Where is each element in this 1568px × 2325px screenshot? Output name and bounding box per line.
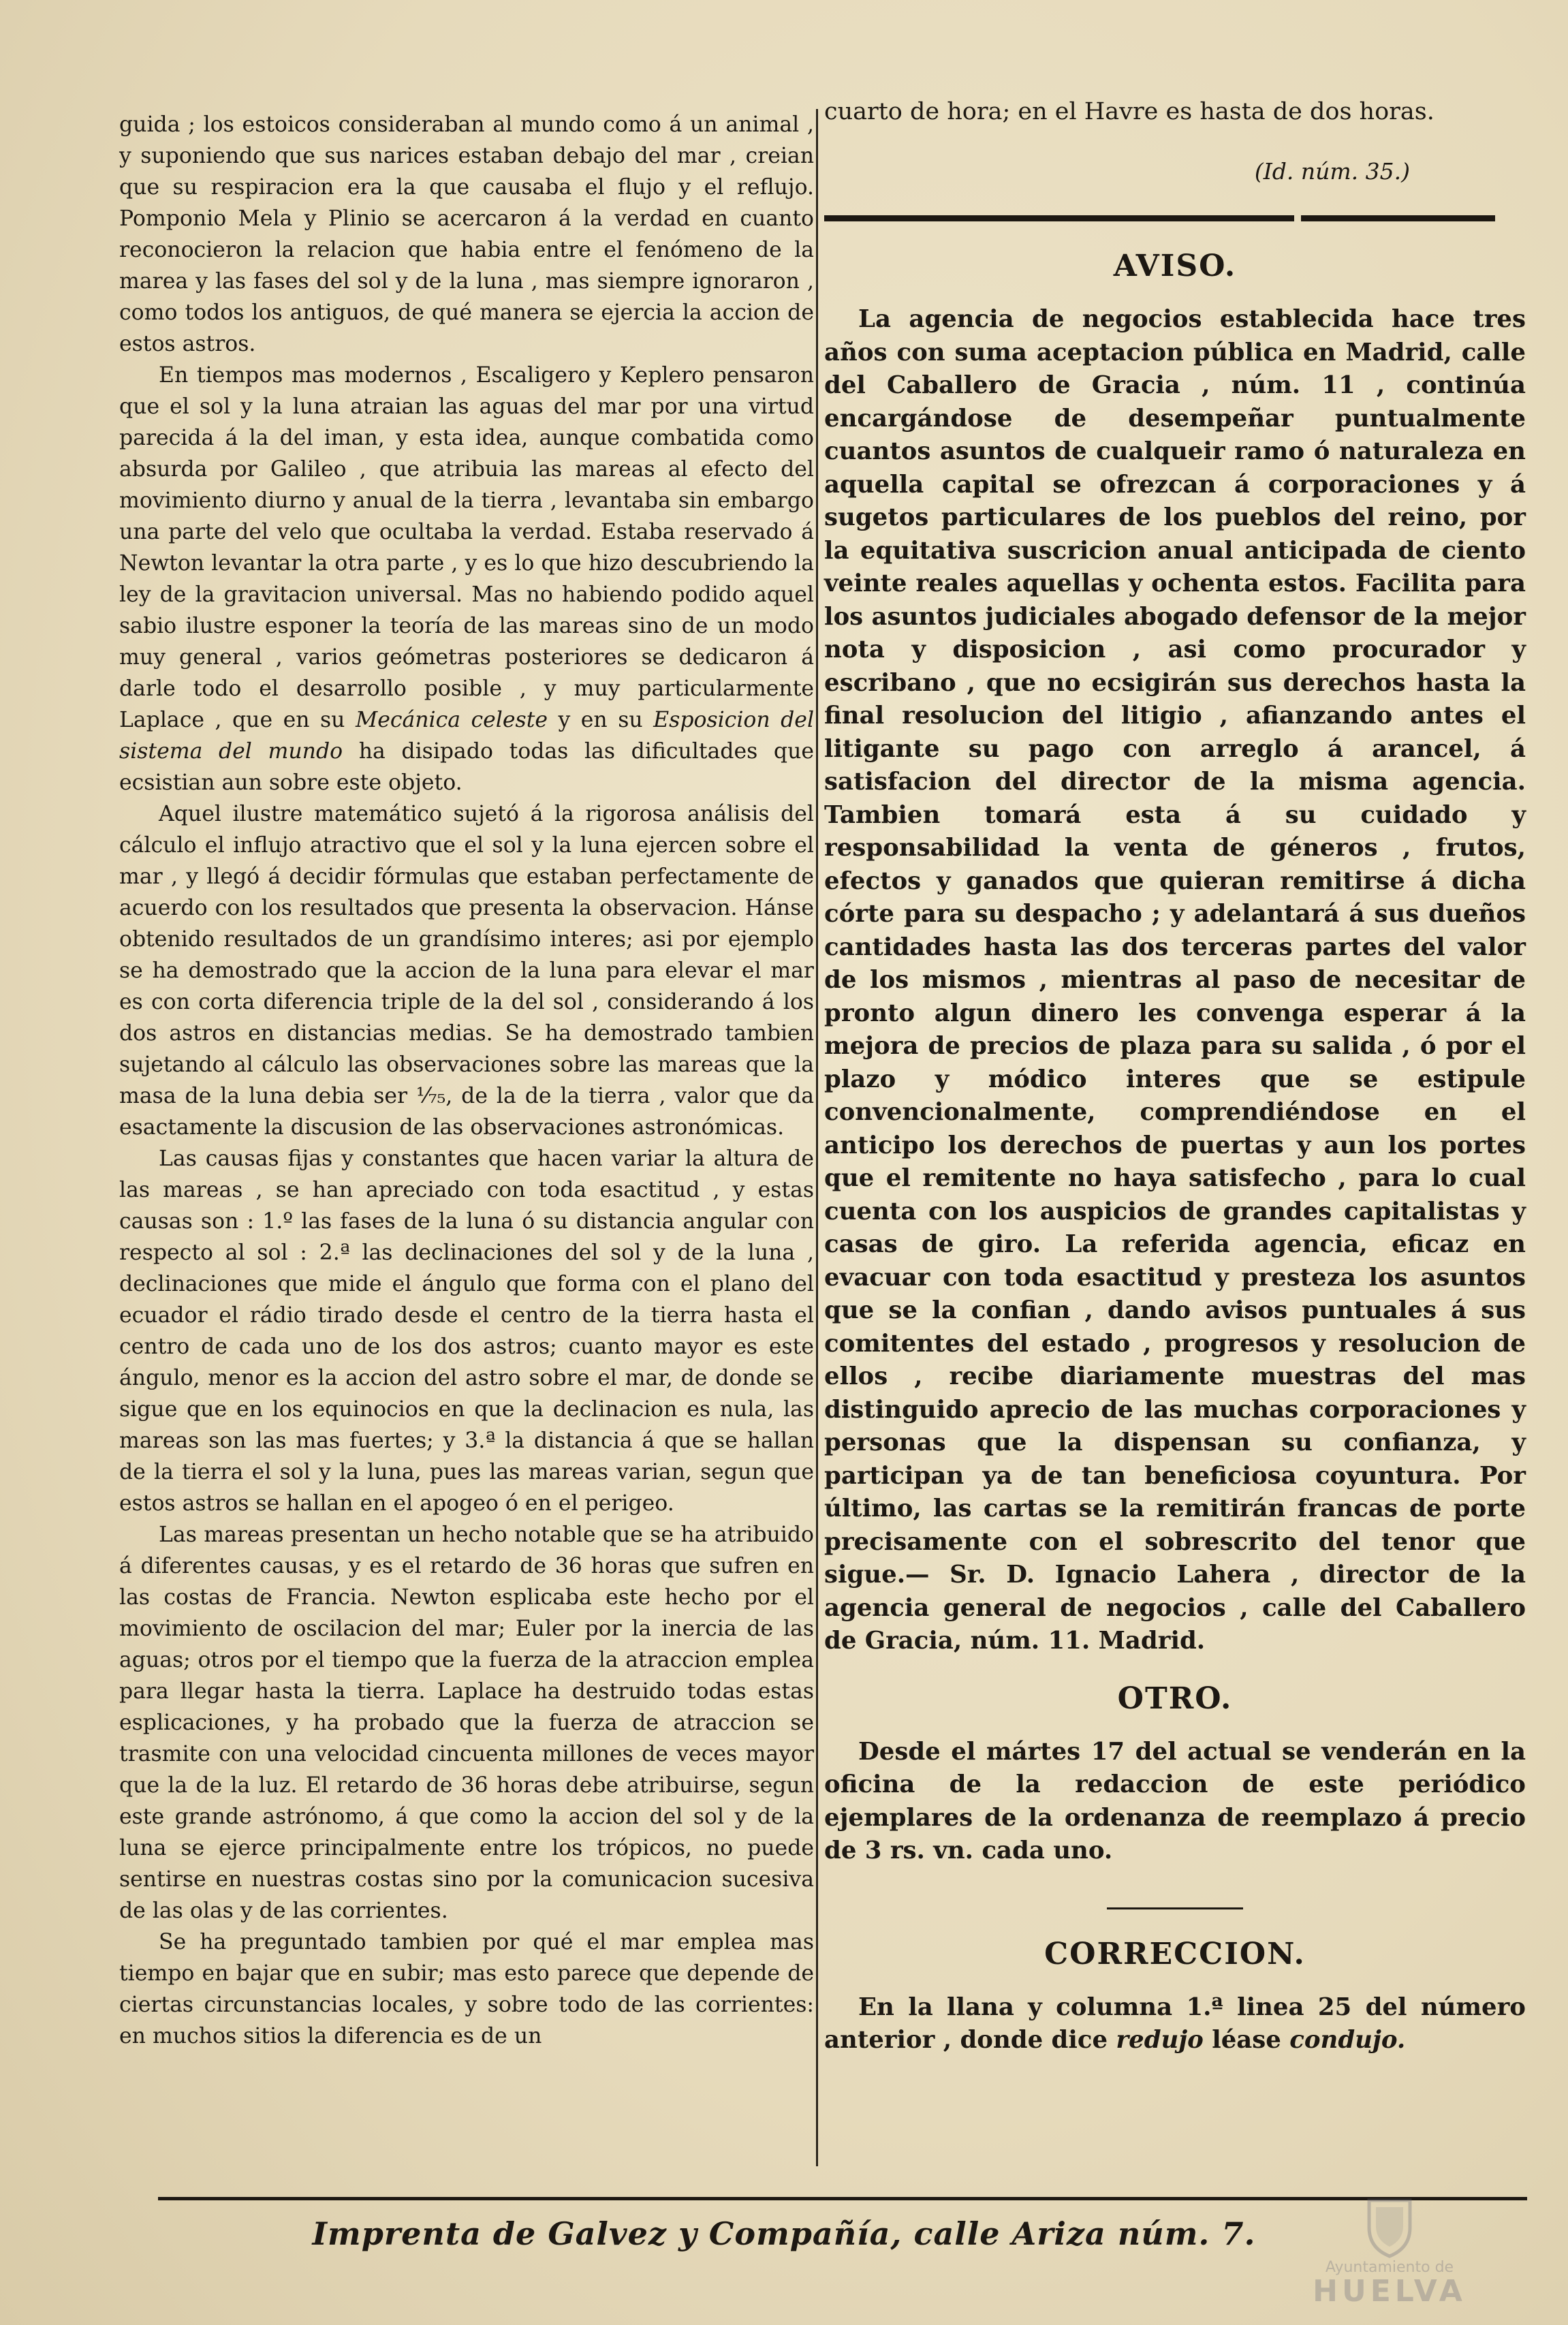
paragraph-1: guida ; los estoicos consideraban al mundo como á un animal , y suponiendo que sus narices estaban debajo del mar , creian que su respiracion era la que causaba el flujo y el reflujo. Pomponio Mela y Plinio se acercaron á la verdad en cuanto reconocieron la relacion que habia entre el fenómeno de la marea y las fases del sol y de la luna , mas siempre ignoraron , como todos los antiguos, de qué manera se ejercia la accion de estos astros. xyxy=(119,112,814,356)
column-divider xyxy=(816,109,818,2166)
correccion-text-a: En la llana y columna 1.ª linea 25 del número anterior , donde dice xyxy=(824,1993,1526,2054)
short-divider xyxy=(1107,1907,1243,1909)
moon-mass-fraction: ¹⁄₇₅ xyxy=(416,1084,446,1108)
archive-watermark xyxy=(1284,2194,1495,2309)
watermark-line-1: Ayuntamiento de xyxy=(1325,2259,1454,2276)
correccion-text-b: léase xyxy=(1212,2026,1281,2054)
aviso-body: La agencia de negocios establecida hace tres años con suma aceptacion pública en Madrid, calle del Caballero de Gracia , núm. 11 , continúa encargándose de desempeñar puntualmente cuantos asuntos de cualqueir ramo ó naturaleza en aquella capital se ofrezcan á corporaciones y á sugetos particulares de los pueblos del reino, por la equitativa suscricion anual anticipada de ciento veinte reales aquellas y ochenta estos. Facilita para los asuntos judiciales abogado defensor de la mejor nota y disposicion , asi como procurador y escribano , que no ecsigirán sus derechos hasta la final resolucion del litigio , afianzando antes el litigante su pago con arreglo á arancel, á satisfacion del director de la misma agencia. Tambien tomará esta á su cuidado y responsabilidad la venta de géneros , frutos, efectos y ganados que quieran remitirse á dicha córte para su despacho ; y adelantará á sus dueños cantidades hasta las dos terceras partes del valor de los mismos , mientras al paso de necesitar de pronto algun dinero les convenga esperar á la mejora de precios de plaza para su salida , ó por el plazo y módico interes que se estipule convencionalmente, comprendiéndose en el anticipo los derechos de puertas y aun los portes que el remitente no haya satisfecho , para lo cual cuenta con los auspicios de grandes capitalistas y casas de giro. La referida agencia, eficaz en evacuar con toda esactitud y presteza los asuntos que se la confian , dando avisos puntuales á sus comitentes del estado , progresos y resolucion de ellos , recibe diariamente muestras del mas distinguido aprecio de las muchas corporaciones y personas que la dispensan su confianza, y participan ya de tan beneficiosa coyuntura. Por último, las cartas se la remitirán francas de porte precisamente con el sobrescrito del tenor que sigue.— Sr. D. Ignacio Lahera , director de la agencia general de negocios , calle del Caballero de Gracia, núm. 11. Madrid. xyxy=(824,305,1526,1655)
right-column xyxy=(824,95,1526,2057)
paragraph-6: Se ha preguntado tambien por qué el mar emplea mas tiempo en bajar que en subir; mas esto parece que depende de ciertas circunstancias locales, y sobre todo de las corrientes: en muchos sitios la diferencia es de un xyxy=(119,1930,814,2048)
correccion-heading: CORRECCION. xyxy=(1044,1936,1306,1971)
title-mecanica-celeste: Mecánica celeste xyxy=(355,708,548,732)
correccion-word-condujo: condujo. xyxy=(1289,2026,1406,2054)
paragraph-5: Las mareas presentan un hecho notable que se ha atribuido á diferentes causas, y es el retardo de 36 horas que sufren en las costas de Francia. Newton esplicaba este hecho por el movimiento de oscilacion del mar; Euler por la inercia de las aguas; otros por el tiempo que la fuerza de la atraccion emplea para llegar hasta la tierra. Laplace ha destruido todas estas esplicaciones, y ha probado que la fuerza de atraccion se trasmite con una velocidad cincuenta millones de veces mayor que la de la luz. El retardo de 36 horas debe atribuirse, segun este grande astrónomo, á que como la accion del sol y de la luna se ejerce principalmente entre los trópicos, no puede sentirse en nuestras costas sino por la comunicacion sucesiva de las olas y de las corrientes. xyxy=(119,1523,814,1923)
paragraph-2-text-b: y en su xyxy=(558,708,643,732)
watermark-line-2: HUELVA xyxy=(1313,2274,1467,2309)
correccion-word-redujo: redujo xyxy=(1116,2026,1204,2054)
otro-body: Desde el mártes 17 del actual se venderán en la oficina de la redaccion de este periódico ejemplares de la ordenanza de reemplazo á precio de 3 rs. vn. cada uno. xyxy=(824,1737,1526,1864)
citation: (Id. núm. 35.) xyxy=(1254,158,1410,185)
paragraph-3 xyxy=(119,798,814,1143)
correccion-body xyxy=(824,1991,1526,2057)
aviso-heading: AVISO. xyxy=(1113,249,1237,283)
paragraph-2-text-c: ha disipado todas las dificultades que ecsistian aun sobre este objeto. xyxy=(119,739,814,795)
imprint-line: Imprenta de Galvez y Compañía, calle Ariza núm. 7. xyxy=(312,2215,1256,2252)
paragraph-4: Las causas fijas y constantes que hacen variar la altura de las mareas , se han apreciado con toda esactitud , y estas causas son : 1.º las fases de la luna ó su distancia angular con respecto al sol : 2.ª las declinaciones del sol y de la luna , declinaciones que mide el ángulo que forma con el plano del ecuador el rádio tirado desde el centro de la tierra hasta el centro de cada uno de los dos astros; cuanto mayor es este ángulo, menor es la accion del astro sobre el mar, de donde se sigue que en los equinocios en que la declinacion es nula, las mareas son las mas fuertes; y 3.ª la distancia á que se hallan de la tierra el sol y la luna, pues las mareas varian, segun que estos astros se hallan en el apogeo ó en el perigeo. xyxy=(119,1146,814,1516)
crest-icon xyxy=(1284,2194,1495,2262)
paragraph-3-text-b: , de la de la tierra , valor que da esactamente la discusion de las observaciones astronómicas. xyxy=(119,1084,814,1140)
continued-text: cuarto de hora; en el Havre es hasta de dos horas. xyxy=(824,98,1434,125)
paragraph-2 xyxy=(119,360,814,798)
left-column xyxy=(119,109,814,2052)
section-rule xyxy=(824,215,1526,221)
paragraph-2-text-a: En tiempos mas modernos , Escaligero y Keplero pensaron que el sol y la luna atraian las aguas del mar por una virtud parecida á la del iman, y esta idea, aunque combatida como absurda por Galileo , que atribuia las mareas al efecto del movimiento diurno y anual de la tierra , levantaba sin embargo una parte del velo que ocultaba la verdad. Estaba reservado á Newton levantar la otra parte , y es lo que hizo descubriendo la ley de la gravitacion universal. Mas no habiendo podido aquel sabio ilustre esponer la teoría de las mareas sino de un modo muy general , varios geómetras posteriores se dedicaron á darle todo el desarrollo posible , y muy particularmente Laplace , que en su xyxy=(119,363,814,732)
otro-heading: OTRO. xyxy=(1117,1681,1233,1716)
title-esposicion: Esposicion del sistema del mundo xyxy=(119,708,815,764)
paragraph-3-text-a: Aquel ilustre matemático sujetó á la rigorosa análisis del cálculo el influjo atractivo que el sol y la luna ejercen sobre el mar , y llegó á decidir fórmulas que estaban perfectamente de acuerdo con los resultados que presenta la observacion. Hánse obtenido resultados de un grandísimo interes; asi por ejemplo se ha demostrado que la accion de la luna para elevar el mar es con corta diferencia triple de la del sol , considerando á los dos astros en distancias medias. Se ha demostrado tambien sujetando al cálculo las observaciones sobre las mareas que la masa de la luna debia ser xyxy=(119,802,814,1108)
